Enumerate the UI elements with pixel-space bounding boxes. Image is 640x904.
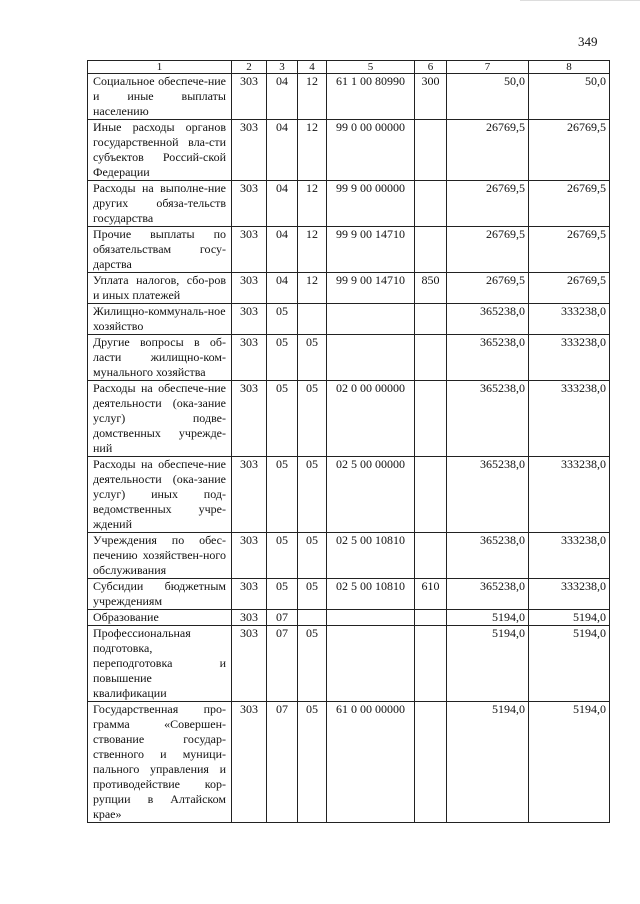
row-name-cell: Расходы на выполне-ние других обяза-тельств государства <box>88 181 232 227</box>
section-code-cell: 04 <box>267 273 298 304</box>
ministry-code-cell: 303 <box>232 120 267 181</box>
subsection-code-cell: 05 <box>298 579 327 610</box>
section-code-cell: 07 <box>267 626 298 702</box>
table-row <box>88 533 610 579</box>
subsection-code-cell: 05 <box>298 381 327 457</box>
expense-type-cell <box>415 381 447 457</box>
header-col-6: 6 <box>415 61 447 74</box>
ministry-code-cell: 303 <box>232 610 267 626</box>
ministry-code-cell: 303 <box>232 74 267 120</box>
section-code-cell: 07 <box>267 702 298 823</box>
ministry-code-cell: 303 <box>232 626 267 702</box>
table-row <box>88 335 610 381</box>
amount-year-1-cell: 26769,5 <box>447 120 529 181</box>
expense-type-cell <box>415 702 447 823</box>
subsection-code-cell: 12 <box>298 273 327 304</box>
target-article-cell <box>327 626 415 702</box>
row-name-cell: Прочие выплаты по обязательствам госу-дарства <box>88 227 232 273</box>
table-row <box>88 120 610 181</box>
table-row <box>88 702 610 823</box>
amount-year-2-cell: 333238,0 <box>529 335 610 381</box>
amount-year-1-cell: 26769,5 <box>447 273 529 304</box>
row-name-cell: Другие вопросы в об-ласти жилищно-ком-мунального хозяйства <box>88 335 232 381</box>
target-article-cell: 02 0 00 00000 <box>327 381 415 457</box>
amount-year-1-cell: 365238,0 <box>447 579 529 610</box>
expense-type-cell <box>415 457 447 533</box>
amount-year-1-cell: 5194,0 <box>447 626 529 702</box>
subsection-code-cell: 05 <box>298 702 327 823</box>
table-row <box>88 304 610 335</box>
subsection-code-cell: 05 <box>298 533 327 579</box>
expense-type-cell: 850 <box>415 273 447 304</box>
table-row <box>88 626 610 702</box>
ministry-code-cell: 303 <box>232 335 267 381</box>
ministry-code-cell: 303 <box>232 381 267 457</box>
target-article-cell: 99 0 00 00000 <box>327 120 415 181</box>
amount-year-1-cell: 365238,0 <box>447 381 529 457</box>
header-col-8: 8 <box>529 61 610 74</box>
amount-year-2-cell: 26769,5 <box>529 227 610 273</box>
subsection-code-cell: 05 <box>298 457 327 533</box>
amount-year-2-cell: 5194,0 <box>529 626 610 702</box>
subsection-code-cell <box>298 610 327 626</box>
budget-table <box>87 60 610 823</box>
ministry-code-cell: 303 <box>232 227 267 273</box>
amount-year-2-cell: 333238,0 <box>529 304 610 335</box>
section-code-cell: 04 <box>267 181 298 227</box>
subsection-code-cell: 05 <box>298 626 327 702</box>
row-name-cell: Образование <box>88 610 232 626</box>
amount-year-2-cell: 5194,0 <box>529 610 610 626</box>
table-row <box>88 579 610 610</box>
amount-year-2-cell: 50,0 <box>529 74 610 120</box>
header-col-7: 7 <box>447 61 529 74</box>
amount-year-1-cell: 365238,0 <box>447 457 529 533</box>
header-row <box>88 61 610 74</box>
target-article-cell: 02 5 00 10810 <box>327 533 415 579</box>
row-name-cell: Жилищно-коммуналь-ное хозяйство <box>88 304 232 335</box>
target-article-cell <box>327 304 415 335</box>
section-code-cell: 05 <box>267 335 298 381</box>
amount-year-1-cell: 365238,0 <box>447 304 529 335</box>
header-col-4: 4 <box>298 61 327 74</box>
target-article-cell: 61 0 00 00000 <box>327 702 415 823</box>
amount-year-2-cell: 333238,0 <box>529 579 610 610</box>
header-col-1: 1 <box>88 61 232 74</box>
expense-type-cell <box>415 181 447 227</box>
table-row <box>88 610 610 626</box>
target-article-cell: 02 5 00 10810 <box>327 579 415 610</box>
row-name-cell: Расходы на обеспече-ние деятельности (ока-зание услуг) иных под-ведомственных учре-ждений <box>88 457 232 533</box>
table-body <box>88 74 610 823</box>
ministry-code-cell: 303 <box>232 457 267 533</box>
ministry-code-cell: 303 <box>232 181 267 227</box>
row-name-cell: Социальное обеспече-ние и иные выплаты населению <box>88 74 232 120</box>
amount-year-2-cell: 26769,5 <box>529 120 610 181</box>
table-row <box>88 181 610 227</box>
header-col-2: 2 <box>232 61 267 74</box>
section-code-cell: 05 <box>267 579 298 610</box>
table-row <box>88 381 610 457</box>
amount-year-2-cell: 26769,5 <box>529 273 610 304</box>
header-col-5: 5 <box>327 61 415 74</box>
table-row <box>88 273 610 304</box>
subsection-code-cell: 12 <box>298 227 327 273</box>
ministry-code-cell: 303 <box>232 304 267 335</box>
ministry-code-cell: 303 <box>232 273 267 304</box>
row-name-cell: Субсидии бюджетным учреждениям <box>88 579 232 610</box>
subsection-code-cell: 12 <box>298 74 327 120</box>
amount-year-2-cell: 5194,0 <box>529 702 610 823</box>
table-row <box>88 74 610 120</box>
amount-year-1-cell: 365238,0 <box>447 335 529 381</box>
target-article-cell: 99 9 00 14710 <box>327 227 415 273</box>
amount-year-2-cell: 333238,0 <box>529 533 610 579</box>
amount-year-1-cell: 50,0 <box>447 74 529 120</box>
amount-year-2-cell: 26769,5 <box>529 181 610 227</box>
section-code-cell: 05 <box>267 533 298 579</box>
section-code-cell: 07 <box>267 610 298 626</box>
expense-type-cell <box>415 610 447 626</box>
ministry-code-cell: 303 <box>232 579 267 610</box>
subsection-code-cell: 05 <box>298 335 327 381</box>
amount-year-1-cell: 365238,0 <box>447 533 529 579</box>
target-article-cell: 99 9 00 14710 <box>327 273 415 304</box>
page-number: 349 <box>578 34 598 49</box>
subsection-code-cell: 12 <box>298 181 327 227</box>
top-rule <box>520 0 640 1</box>
section-code-cell: 04 <box>267 74 298 120</box>
amount-year-1-cell: 26769,5 <box>447 181 529 227</box>
amount-year-2-cell: 333238,0 <box>529 457 610 533</box>
target-article-cell <box>327 335 415 381</box>
subsection-code-cell <box>298 304 327 335</box>
target-article-cell: 02 5 00 00000 <box>327 457 415 533</box>
expense-type-cell <box>415 626 447 702</box>
row-name-cell: Уплата налогов, сбо-ров и иных платежей <box>88 273 232 304</box>
section-code-cell: 04 <box>267 120 298 181</box>
amount-year-2-cell: 333238,0 <box>529 381 610 457</box>
table-row <box>88 457 610 533</box>
section-code-cell: 05 <box>267 381 298 457</box>
expense-type-cell <box>415 120 447 181</box>
expense-type-cell <box>415 533 447 579</box>
target-article-cell <box>327 610 415 626</box>
target-article-cell: 61 1 00 80990 <box>327 74 415 120</box>
section-code-cell: 04 <box>267 227 298 273</box>
expense-type-cell <box>415 335 447 381</box>
subsection-code-cell: 12 <box>298 120 327 181</box>
amount-year-1-cell: 5194,0 <box>447 702 529 823</box>
amount-year-1-cell: 5194,0 <box>447 610 529 626</box>
expense-type-cell: 610 <box>415 579 447 610</box>
expense-type-cell <box>415 227 447 273</box>
target-article-cell: 99 9 00 00000 <box>327 181 415 227</box>
expense-type-cell <box>415 304 447 335</box>
ministry-code-cell: 303 <box>232 533 267 579</box>
expense-type-cell: 300 <box>415 74 447 120</box>
section-code-cell: 05 <box>267 457 298 533</box>
ministry-code-cell: 303 <box>232 702 267 823</box>
header-col-3: 3 <box>267 61 298 74</box>
amount-year-1-cell: 26769,5 <box>447 227 529 273</box>
row-name-cell: Иные расходы органов государственной вла-сти субъектов Россий-ской Федерации <box>88 120 232 181</box>
row-name-cell: Государственная про-грамма «Совершен-ствование государ-ственного и муници-пального управления и противодействие кор-рупции в Алтайском крае» <box>88 702 232 823</box>
row-name-cell: Профессиональная подготовка, переподготовка и повышение квалификации <box>88 626 232 702</box>
row-name-cell: Расходы на обеспече-ние деятельности (ока-зание услуг) подве-домственных учрежде-ний <box>88 381 232 457</box>
row-name-cell: Учреждения по обес-печению хозяйствен-ного обслуживания <box>88 533 232 579</box>
section-code-cell: 05 <box>267 304 298 335</box>
table-row <box>88 227 610 273</box>
